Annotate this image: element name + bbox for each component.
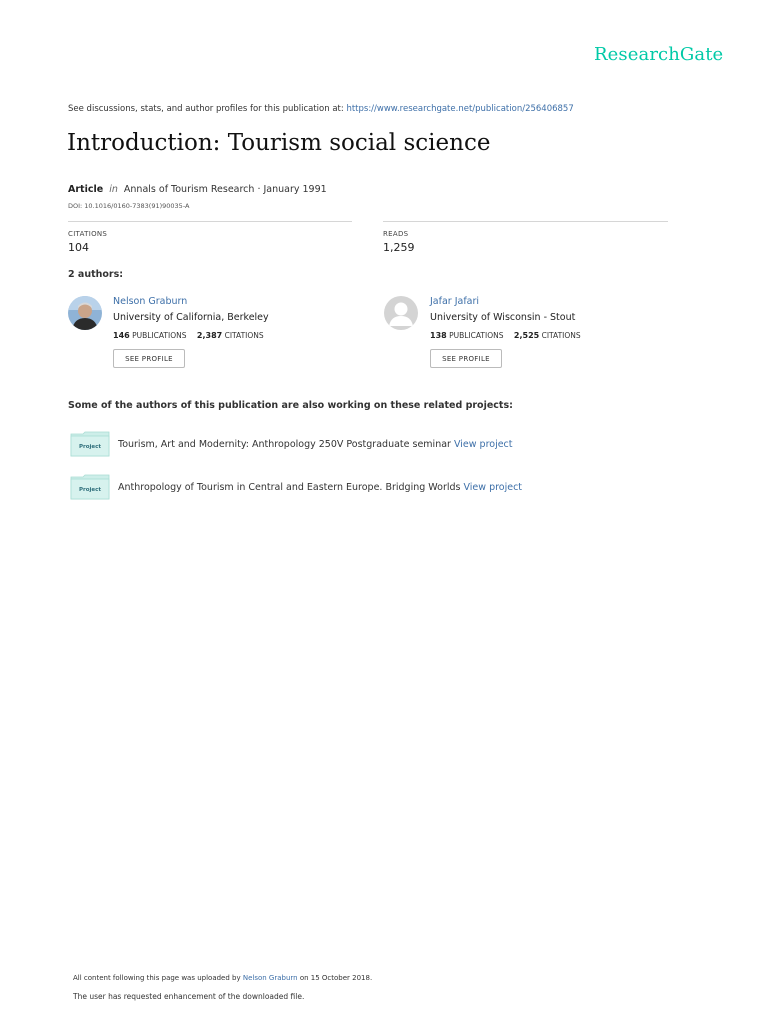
project-2-icon-label: Project [78, 487, 102, 493]
author-1-publications-label: PUBLICATIONS [132, 331, 187, 340]
author-2-see-profile-button[interactable]: SEE PROFILE [430, 349, 502, 368]
reads-value: 1,259 [383, 241, 415, 254]
project-folder-icon [70, 431, 110, 457]
author-1-name[interactable]: Nelson Graburn [113, 296, 188, 307]
divider-left [68, 221, 352, 222]
in-label: in [109, 184, 118, 195]
related-projects-heading: Some of the authors of this publication are also working on these related projects: [68, 400, 513, 411]
author-1-publications-count: 146 [113, 331, 130, 340]
publication-type: Article [68, 184, 104, 195]
project-1-title: Tourism, Art and Modernity: Anthropology 250V Postgraduate seminar [118, 439, 454, 450]
author-2-name[interactable]: Jafar Jafari [430, 296, 480, 307]
project-1-row [118, 439, 513, 450]
researchgate-logo[interactable]: ResearchGate [594, 44, 724, 65]
journal-date: Annals of Tourism Research · January 1991 [123, 184, 327, 195]
author-1-see-profile-button[interactable]: SEE PROFILE [113, 349, 185, 368]
author-2-publications-count: 138 [430, 331, 447, 340]
uploaded-prefix: All content following this page was uploaded by [73, 974, 243, 982]
project-1-view-link[interactable]: View project [453, 439, 513, 450]
uploader-link[interactable]: Nelson Graburn [242, 974, 298, 982]
author-1-stats [113, 331, 264, 340]
project-2-title: Anthropology of Tourism in Central and Eastern Europe. Bridging Worlds [118, 482, 464, 493]
project-1-icon-label: Project [78, 444, 102, 450]
authors-heading: 2 authors: [68, 269, 124, 280]
citations-label: CITATIONS [68, 230, 108, 238]
publication-link-line [68, 104, 574, 114]
author-2-citations-count: 2,525 [513, 331, 540, 340]
uploaded-by-line [73, 974, 372, 982]
publication-url-link[interactable]: https://www.researchgate.net/publication/256406857 [346, 104, 574, 114]
see-discussions-text: See discussions, stats, and author profiles for this publication at: [68, 104, 347, 114]
divider-right [383, 221, 668, 222]
author-1-institution: University of California, Berkeley [113, 312, 269, 323]
publication-meta [68, 184, 327, 195]
doi: DOI: 10.1016/0160-7383(91)90035-A [68, 202, 190, 210]
author-1-citations-label: CITATIONS [224, 331, 264, 340]
author-2-publications-label: PUBLICATIONS [449, 331, 504, 340]
project-2-row [118, 482, 522, 493]
author-2-stats [430, 331, 581, 340]
author-1-citations-count: 2,387 [196, 331, 223, 340]
project-2-view-link[interactable]: View project [463, 482, 523, 493]
author-2-citations-label: CITATIONS [541, 331, 581, 340]
author-2-institution: University of Wisconsin - Stout [430, 312, 576, 323]
enhancement-note: The user has requested enhancement of the downloaded file. [73, 992, 305, 1001]
reads-label: READS [383, 230, 409, 238]
avatar-author-2[interactable] [384, 296, 418, 330]
uploaded-suffix: on 15 October 2018. [297, 974, 373, 982]
citations-value: 104 [68, 241, 89, 254]
publication-title: Introduction: Tourism social science [67, 130, 491, 156]
avatar-author-1[interactable] [68, 296, 102, 330]
project-folder-icon [70, 474, 110, 500]
